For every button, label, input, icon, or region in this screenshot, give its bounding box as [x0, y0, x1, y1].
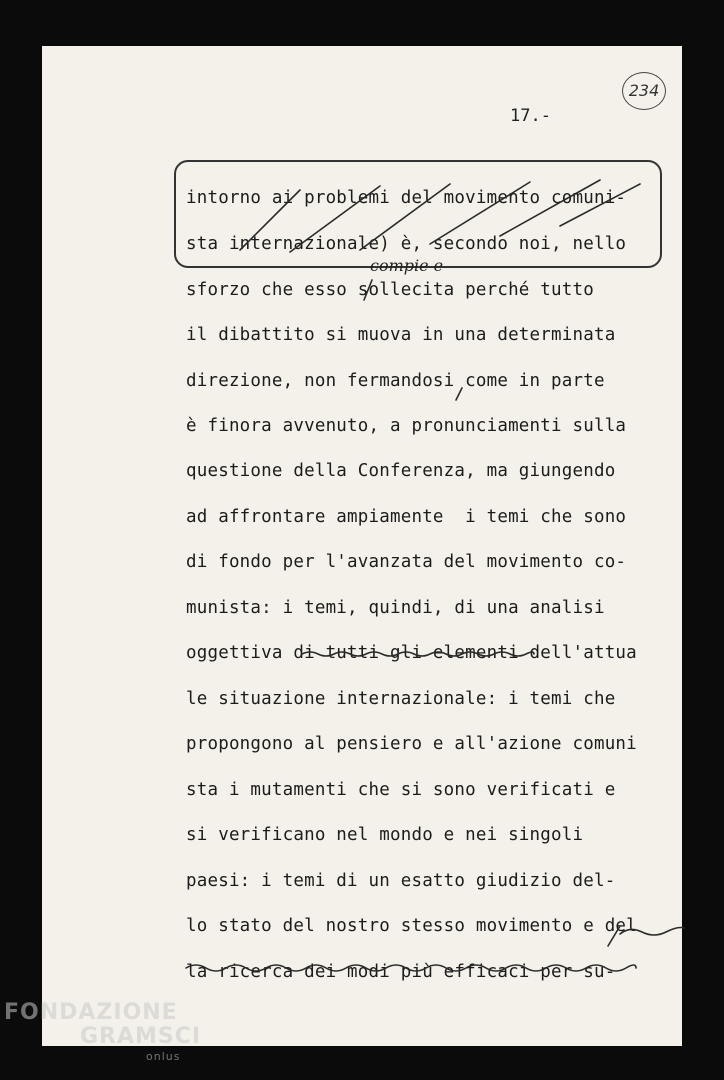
- text-line-14: sta i mutamenti che si sono verificati e: [186, 780, 616, 800]
- text-line-15: si verificano nel mondo e nei singoli: [186, 825, 584, 845]
- text-line-3: sforzo che esso sollecita perché tutto: [186, 280, 594, 300]
- handwritten-insertion: compie e: [370, 256, 444, 275]
- text-line-5: direzione, non fermandosi come in parte: [186, 371, 605, 391]
- text-line-4: il dibattito si muova in una determinata: [186, 325, 616, 345]
- text-line-6: è finora avvenuto, a pronunciamenti sulla: [186, 416, 627, 436]
- text-line-9: di fondo per l'avanzata del movimento co-: [186, 552, 627, 572]
- text-line-2: sta internazionale) è, secondo noi, nello: [186, 234, 627, 254]
- text-line-10: munista: i temi, quindi, di una analisi: [186, 598, 605, 618]
- text-line-13: propongono al pensiero e all'azione comuni: [186, 734, 637, 754]
- text-line-7: questione della Conferenza, ma giungendo: [186, 461, 616, 481]
- text-line-12: le situazione internazionale: i temi che: [186, 689, 616, 709]
- text-line-17: lo stato del nostro stesso movimento e del: [186, 916, 637, 936]
- watermark-line-2: GRAMSCI: [80, 1024, 202, 1049]
- watermark-line-1: FONDAZIONE: [4, 1000, 178, 1025]
- text-line-11: oggettiva di tutti gli elementi dell'attua: [186, 643, 637, 663]
- watermark-line-3: onlus: [146, 1050, 181, 1063]
- text-line-8: ad affrontare ampiamente i temi che sono: [186, 507, 627, 527]
- page-number: 17.-: [510, 106, 551, 126]
- folio-number: 234: [622, 72, 666, 110]
- text-line-1: intorno ai problemi del movimento comuni-: [186, 188, 627, 208]
- text-line-18: la ricerca dei modi più efficaci per su-: [186, 962, 616, 982]
- text-line-16: paesi: i temi di un esatto giudizio del-: [186, 871, 616, 891]
